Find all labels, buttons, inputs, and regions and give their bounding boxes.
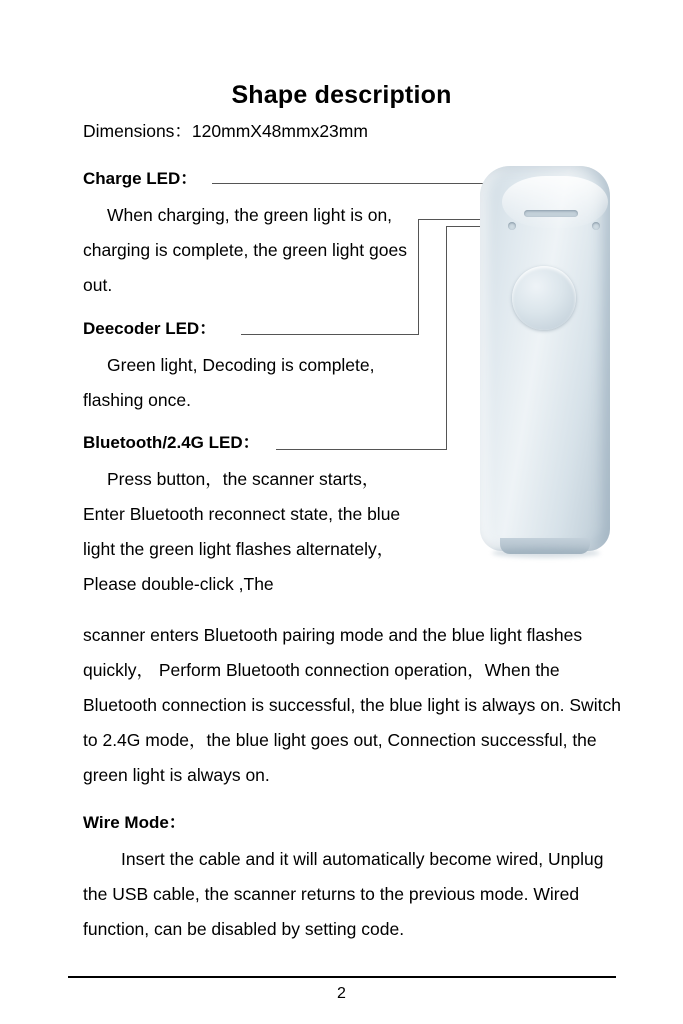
charge-led-indicator	[592, 222, 600, 230]
section-body-wire-mode: Insert the cable and it will automatically become wired, Unplug the USB cable, the scanner returns to the previous mode. Wired function, can be disabled by setting code.	[83, 849, 604, 940]
section-body-bluetooth-led-continued-wrap	[83, 618, 631, 803]
leader-line-decoder-vertical	[418, 219, 419, 335]
leader-line-bluetooth-horizontal	[276, 449, 446, 450]
section-heading-decoder-led: Deecoder LED：	[83, 319, 217, 338]
scanner-top-highlight	[502, 176, 608, 228]
footer-divider	[68, 976, 616, 978]
section-bluetooth-led	[83, 432, 413, 612]
page-title: Shape description	[231, 80, 452, 109]
scanner-shadow	[492, 548, 600, 558]
section-heading-wire-mode: Wire Mode：	[83, 813, 186, 832]
page-number: 2	[337, 985, 346, 1002]
scanner-illustration	[470, 160, 630, 560]
section-heading-bluetooth-led: Bluetooth/2.4G LED：	[83, 433, 260, 452]
section-wire-mode	[83, 812, 631, 957]
scan-window	[524, 210, 578, 217]
decoder-led-indicator	[508, 222, 516, 230]
section-body-bluetooth-led-part2: scanner enters Bluetooth pairing mode and the blue light flashes quickly， Perform Bluetooth connection operation，When the Bluetooth connection is successful, the blue light is always on. Switch to 2.4G mode，the blue light goes out, Connection successful, the green light is always on.	[83, 625, 621, 785]
dimensions-line: Dimensions：120mmX48mmx23mm	[83, 121, 368, 141]
section-body-bluetooth-led-part1: Press button，the scanner starts，Enter Bluetooth reconnect state, the blue light the green light flashes alternately，Please double-click ,The	[83, 469, 401, 595]
section-body-charge-led: When charging, the green light is on, charging is complete, the green light goes out.	[83, 205, 407, 296]
scanner-body	[480, 166, 610, 551]
leader-line-decoder-horizontal	[241, 334, 418, 335]
leader-line-bluetooth-vertical	[446, 226, 447, 450]
trigger-button	[512, 266, 576, 330]
section-body-decoder-led: Green light, Decoding is complete, flashing once.	[83, 355, 375, 411]
section-heading-charge-led: Charge LED：	[83, 169, 198, 188]
section-charge-led	[83, 168, 413, 313]
